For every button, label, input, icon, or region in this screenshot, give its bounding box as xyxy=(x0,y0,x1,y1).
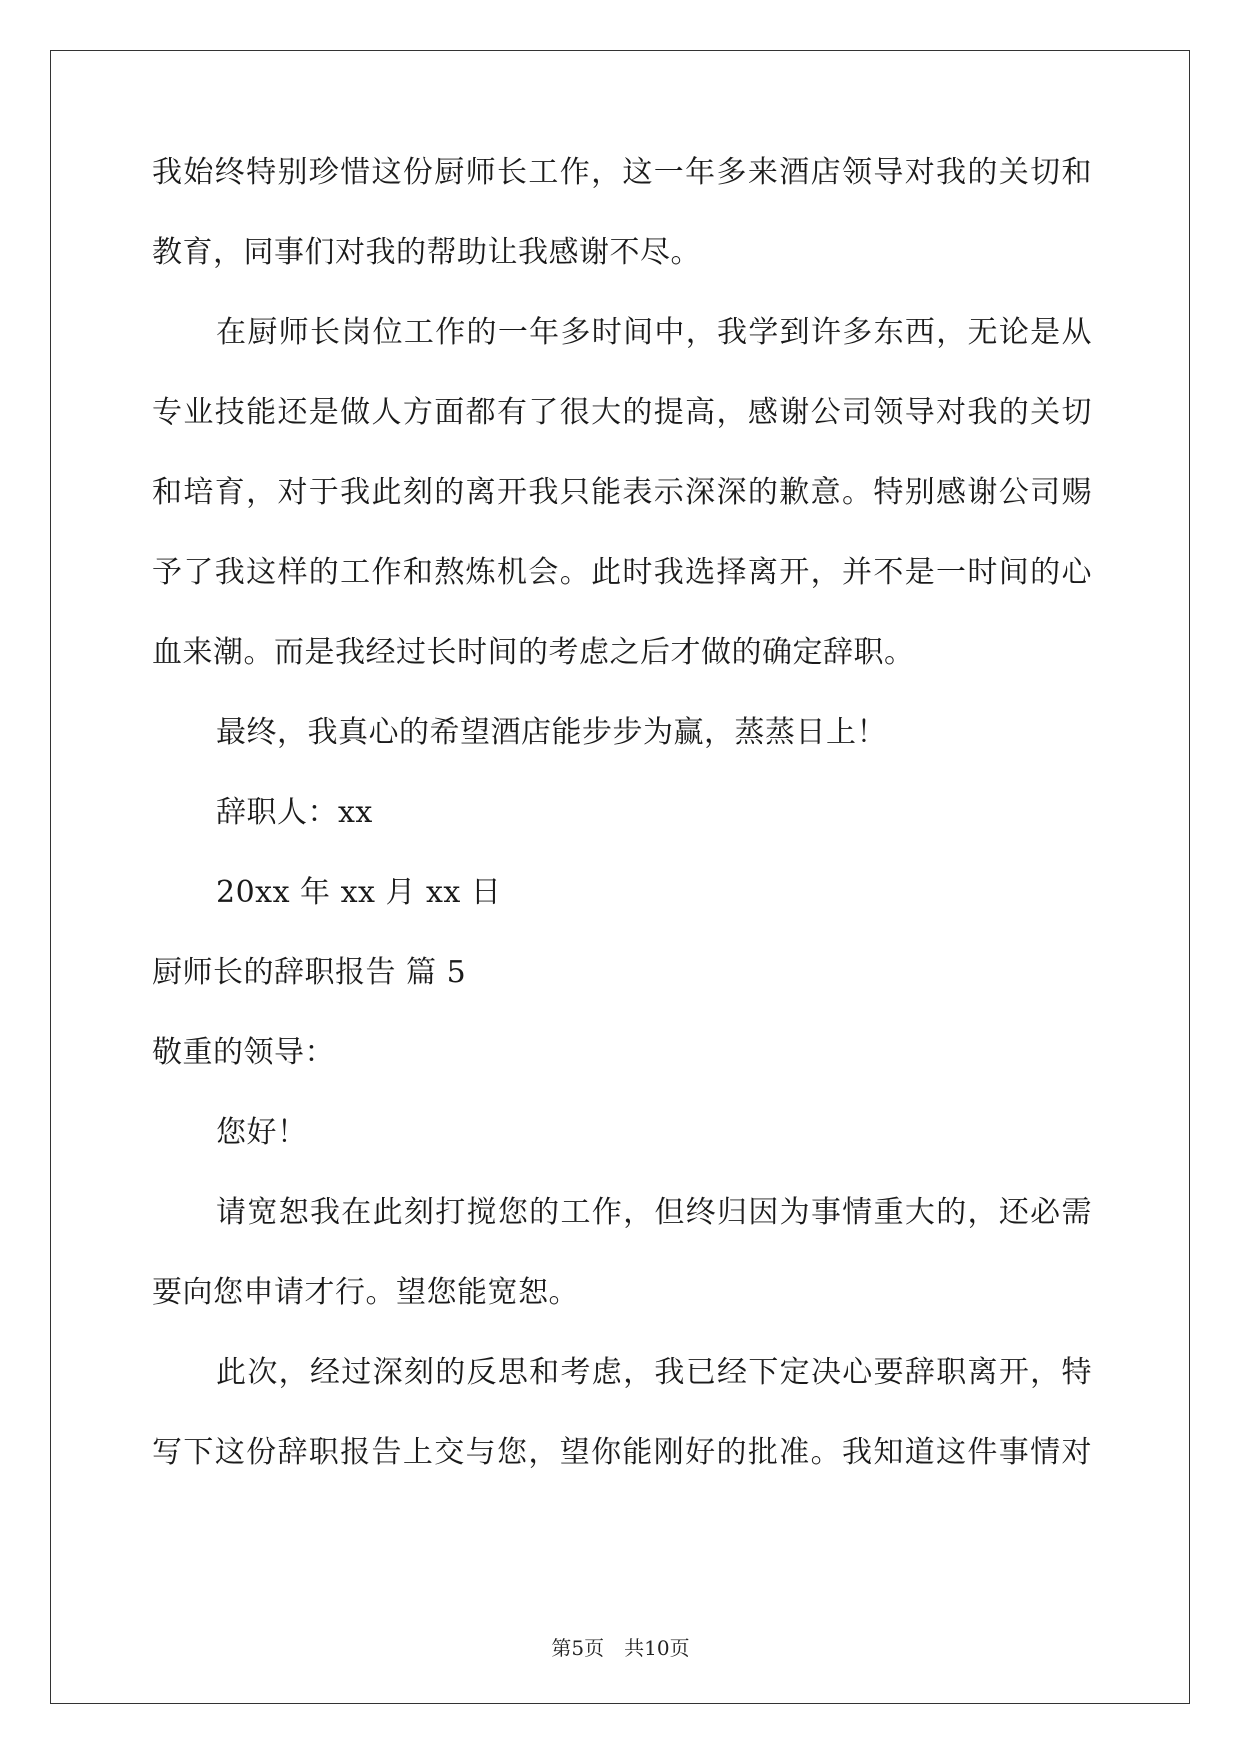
text-line: 在厨师长岗位工作的一年多时间中，我学到许多东西，无论是从 xyxy=(216,315,1092,350)
greeting: 您好！ xyxy=(216,1115,308,1150)
text-line: 血来潮。而是我经过长时间的考虑之后才做的确定辞职。 xyxy=(152,635,915,670)
text-line: 予了我这样的工作和熬炼机会。此时我选择离开，并不是一时间的心 xyxy=(152,555,1092,590)
text-line: 专业技能还是做人方面都有了很大的提高，感谢公司领导对我的关切 xyxy=(152,395,1092,430)
text-line: 最终，我真心的希望酒店能步步为赢，蒸蒸日上！ xyxy=(216,715,887,750)
date-line: 20xx 年 xx 月 xx 日 xyxy=(216,875,502,910)
text-line: 写下这份辞职报告上交与您，望你能刚好的批准。我知道这件事情对 xyxy=(152,1435,1092,1470)
text-line: 要向您申请才行。望您能宽恕。 xyxy=(152,1275,579,1310)
page-number-total: 共10页 xyxy=(624,1636,690,1660)
text-line: 我始终特别珍惜这份厨师长工作，这一年多来酒店领导对我的关切和 xyxy=(152,155,1092,190)
section-title: 厨师长的辞职报告 篇 5 xyxy=(152,955,467,990)
page-footer xyxy=(0,1632,1241,1661)
text-line: 请宽恕我在此刻打搅您的工作，但终归因为事情重大的，还必需 xyxy=(216,1195,1092,1230)
text-line: 此次，经过深刻的反思和考虑，我已经下定决心要辞职离开，特 xyxy=(216,1355,1092,1390)
salutation: 敬重的领导： xyxy=(152,1035,335,1070)
document-body xyxy=(152,155,1092,1518)
text-line: 教育，同事们对我的帮助让我感谢不尽。 xyxy=(152,235,701,270)
text-line: 和培育，对于我此刻的离开我只能表示深深的歉意。特别感谢公司赐 xyxy=(152,475,1092,510)
signature-line: 辞职人：xx xyxy=(216,795,373,830)
page-number-current: 第5页 xyxy=(551,1636,605,1660)
